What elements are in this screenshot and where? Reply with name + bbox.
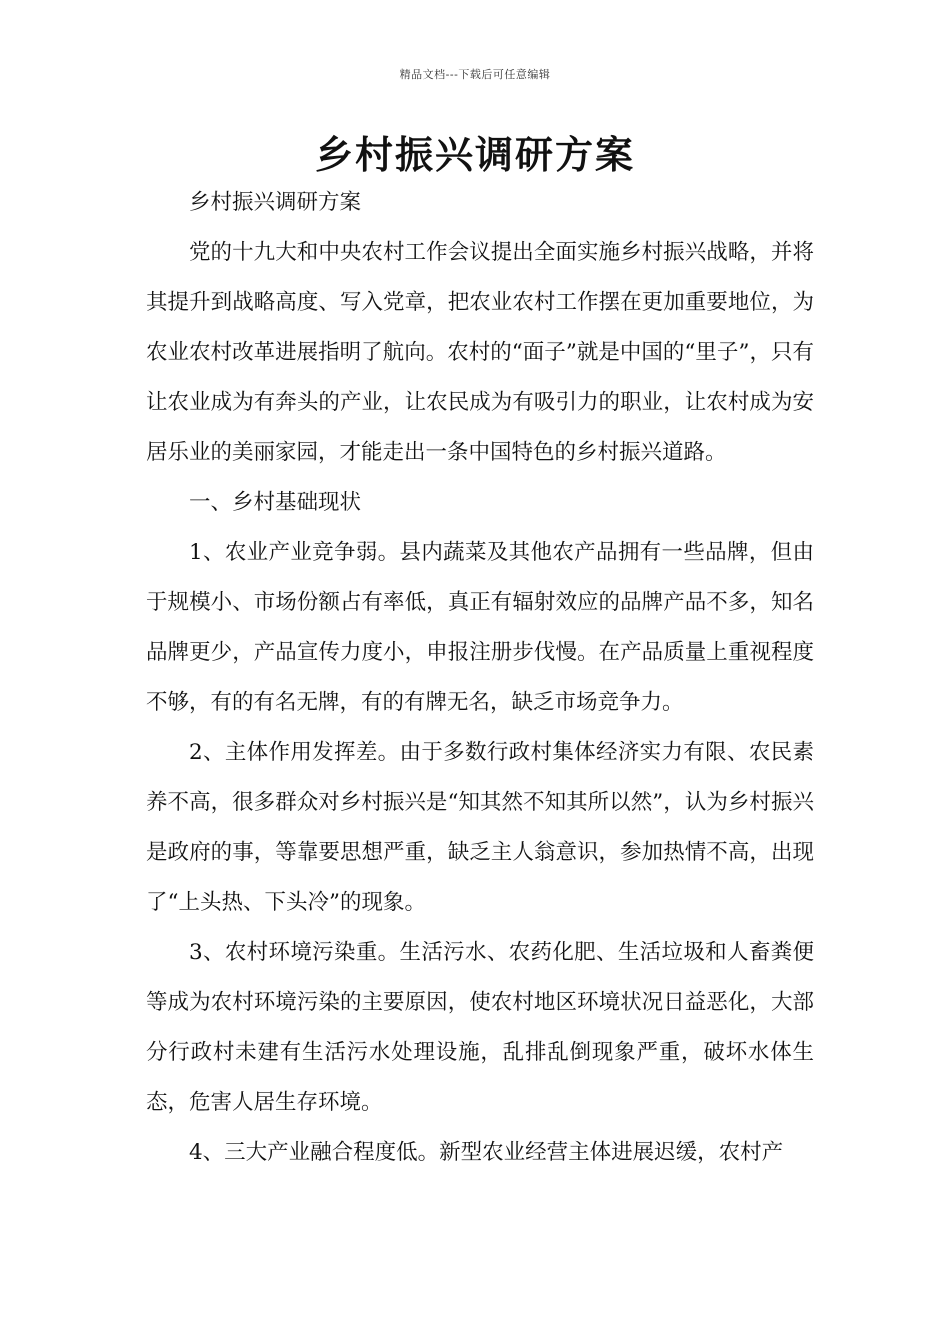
document-title: 乡村振兴调研方案 [314, 132, 635, 177]
subtitle-paragraph: 乡村振兴调研方案 [189, 190, 362, 215]
point-2-paragraph: 2、主体作用发挥差。由于多数行政村集体经济实力有限、农民素养不高，很多群众对乡村振兴是“知其然不知其所以然”，认为乡村振兴是政府的事，等靠要思想严重，缺乏主人翁意识，参加热情不高，出现了“上头热、下头冷”的现象。 [146, 740, 814, 915]
header-note: 精品文档---下载后可任意编辑 [399, 68, 551, 81]
intro-paragraph: 党的十九大和中央农村工作会议提出全面实施乡村振兴战略，并将其提升到战略高度、写入党章，把农业农村工作摆在更加重要地位，为农业农村改革进展指明了航向。农村的“面子”就是中国的“里子”，只有让农业成为有奔头的产业，让农民成为有吸引力的职业，让农村成为安居乐业的美丽家园，才能走出一条中国特色的乡村振兴道路。 [146, 240, 814, 465]
point-4-paragraph: 4、三大产业融合程度低。新型农业经营主体进展迟缓，农村产 [189, 1140, 784, 1165]
point-1-paragraph: 1、农业产业竞争弱。县内蔬菜及其他农产品拥有一些品牌，但由于规模小、市场份额占有率低，真正有辐射效应的品牌产品不多，知名品牌更少，产品宣传力度小，申报注册步伐慢。在产品质量上重视程度不够，有的有名无牌，有的有牌无名，缺乏市场竞争力。 [146, 540, 814, 715]
section-heading: 一、乡村基础现状 [189, 490, 362, 515]
point-3-paragraph: 3、农村环境污染重。生活污水、农药化肥、生活垃圾和人畜粪便等成为农村环境污染的主要原因，使农村地区环境状况日益恶化，大部分行政村未建有生活污水处理设施，乱排乱倒现象严重，破坏水体生态，危害人居生存环境。 [146, 940, 814, 1115]
document-body [146, 178, 814, 1178]
